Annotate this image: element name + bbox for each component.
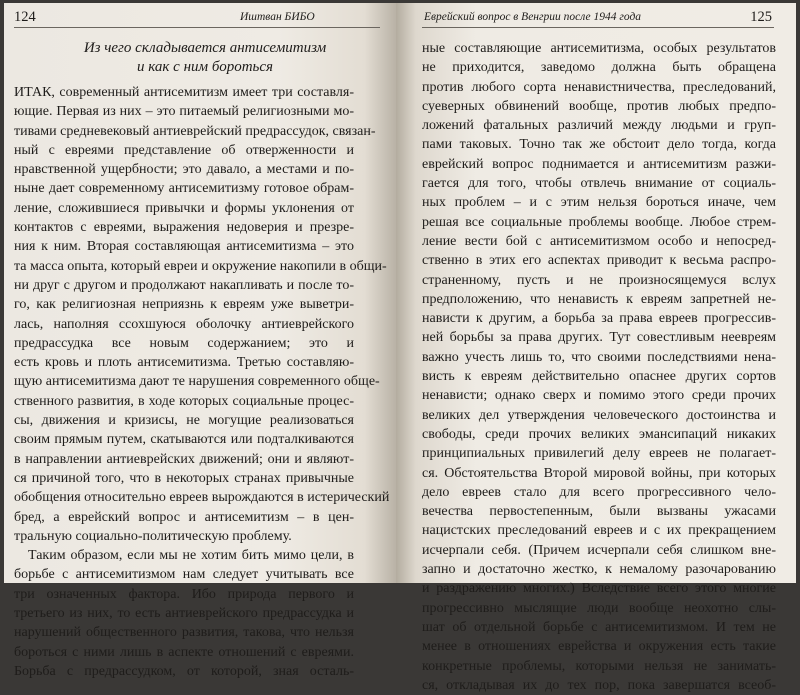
text-line: прогрессивно мыслящие люди вообще неохотно слы-	[422, 600, 776, 616]
text-line: Борьба с предрассудком, от которой, зная осталь-	[14, 663, 354, 679]
text-line: есть кровь и плоть антисемитизма. Третью составляю-	[14, 355, 354, 371]
header-rule-right	[422, 27, 774, 28]
text-line: решая все социальные проблемы вообще. Любое стрем-	[422, 214, 776, 230]
text-line: лась, наполняя ссохшуюся оболочку антиеврейского	[14, 316, 354, 332]
text-line: три означенных фактора. Ибо природа первого и	[14, 586, 354, 602]
text-line: тральную социально-политическую проблему.	[14, 528, 292, 544]
text-line: ся причиной того, что в некоторых странах привычные	[14, 470, 354, 486]
text-line: страненному, пусть и не произносящемуся вслух	[422, 272, 776, 288]
text-line: ные составляющие антисемитизма, особых результатов	[422, 41, 776, 56]
section-heading	[34, 39, 376, 77]
text-line: ственно в этих его аспектах приводит к весьма распро-	[422, 253, 776, 269]
text-line: свободы, среди прочих великих эмансипаций никаких	[422, 426, 776, 442]
text-line: важно учесть лишь то, что своими последствиями нена-	[422, 349, 776, 365]
running-head-title: Еврейский вопрос в Венгрии после 1944 года	[424, 11, 642, 23]
text-line: висть к евреям действительно опаснее других сортов	[422, 369, 776, 385]
text-line: суеверных обвинений вообще, против любых предпо-	[422, 98, 776, 114]
text-line: и раздражению многих.) Вследствие всего этого многие	[422, 581, 776, 597]
text-line: ственного развития, в ходе которых социальные процес-	[14, 393, 354, 409]
text-line: своим прямым путем, скатываются или подталкиваются	[14, 432, 354, 448]
text-line: ление, сложившиеся привычки и формы уклонения от	[14, 200, 354, 216]
text-line: нарушений общественного развития, такова, что нельзя	[14, 625, 354, 641]
page-number-right: 125	[750, 9, 772, 25]
text-line: еврейский вопрос поднимается и антисемитизм разжи-	[422, 156, 776, 172]
text-line: дело евреев стало для всего прогрессивного чело-	[422, 484, 776, 500]
text-line: щую антисемитизма дают те нарушения современного обще-	[14, 374, 380, 390]
section-heading-line1: Из чего складывается антисемитизм	[83, 40, 327, 56]
text-line: нависти к другим, а борьба за права евреев прогрессив-	[422, 311, 776, 327]
text-line: ния к ним. Вторая составляющая антисемитизма – это	[14, 239, 354, 255]
text-line: контактов с евреями, выражения недоверия и презре-	[14, 220, 354, 236]
text-line: предрассудка все новым содержанием; это и	[14, 335, 354, 351]
text-line: в направлении антиеврейских движений; они и являют-	[14, 451, 354, 467]
text-line: сы, движения и кризисы, не могущие реализоваться	[14, 413, 354, 429]
text-line: го, как религиозная неприязнь к евреям уже выветри-	[14, 297, 354, 313]
text-line: ся. Обстоятельства Второй мировой войны, при которых	[422, 465, 776, 481]
text-line: тивами средневековый антиеврейский предрассудок, связан-	[14, 123, 376, 139]
text-line: ныне дает современному антисемитизму готовое обрам-	[14, 181, 354, 197]
text-line: ИТАК, современный антисемитизм имеет три составля-	[14, 85, 354, 100]
right-page-text	[422, 39, 776, 695]
text-line: ный с евреями представление об отверженности и	[14, 142, 354, 158]
text-line: нравственной ущербности; это давало, а местами и по-	[14, 162, 354, 178]
text-line: гается для того, чтобы отвлечь внимание от социаль-	[422, 176, 776, 192]
left-page-text	[14, 83, 390, 681]
text-line: ненависти; однако сверх и помимо этого среди прочих	[422, 388, 776, 404]
text-line: принципиальных привилегий делу евреев не полагает-	[422, 446, 776, 462]
text-line: исчерпали себя. (Причем исчерпали себя слишком вне-	[422, 542, 776, 558]
text-line: ных проблем – и с этим нельзя бороться иначе, чем	[422, 195, 776, 211]
text-line: менее в отношениях еврейства и окружения есть такие	[422, 639, 776, 655]
section-heading-line2: и как с ним бороться	[137, 59, 273, 75]
left-page	[4, 3, 396, 679]
text-line: против любого сорта ненавистничества, преследований,	[422, 79, 776, 95]
text-line: не приходится, заведомо должна быть обращена	[422, 60, 776, 76]
text-line: запно и достаточно жестко, к немалому разочарованию	[422, 562, 776, 578]
text-line: ни друг с другом и продолжают накапливать и после то-	[14, 277, 354, 293]
page-number-left: 124	[14, 9, 36, 25]
running-head-author: Иштван БИБО	[240, 11, 315, 23]
text-line: обобщения относительно евреев вырождаются в истерический	[14, 490, 390, 506]
text-line: пами таковых. Точно так же обстоит дело тогда, когда	[422, 137, 776, 153]
text-line: предположению, что ненависть к евреям запретней не-	[422, 291, 776, 307]
text-line: конкретные проблемы, которыми нельзя не занимать-	[422, 658, 776, 674]
text-line: ней борьбы за права других. Тут совестливым неевреям	[422, 330, 776, 346]
text-line: ложений фатальных различий между людьми и груп-	[422, 118, 776, 134]
text-line: ся, откладывая их до тех пор, пока завершатся всеоб-	[422, 677, 776, 693]
text-line: нацистских преследований евреев и с их прекращением	[422, 523, 776, 539]
text-line: шат об отдельной борьбе с антисемитизмом. И тем не	[422, 619, 776, 635]
text-line: Таким образом, если мы не хотим бить мимо цели, в	[28, 548, 354, 564]
text-line: бороться с ними лишь в аспекте отношений с евреями.	[14, 644, 354, 660]
text-line: та масса опыта, который евреи и окружение накопили в общи-	[14, 258, 387, 274]
text-line: ление вести бой с антисемитизмом особо и непосред-	[422, 233, 776, 249]
text-line: вечества первостепенным, были вызваны ужасами	[422, 504, 776, 520]
text-line: ющие. Первая из них – это питаемый религиозными мо-	[14, 104, 354, 120]
text-line: борьбе с антисемитизмом нам следует учитывать все	[14, 567, 354, 583]
text-line: третьего из них, то есть антиеврейского предрассудка и	[14, 606, 354, 622]
text-line: бред, а еврейский вопрос и антисемитизм – в цен-	[14, 509, 354, 525]
book-spread	[4, 3, 796, 693]
right-page	[396, 3, 796, 693]
header-rule-left	[14, 27, 380, 28]
text-line: великих дел утверждения человеческого достоинства и	[422, 407, 776, 423]
